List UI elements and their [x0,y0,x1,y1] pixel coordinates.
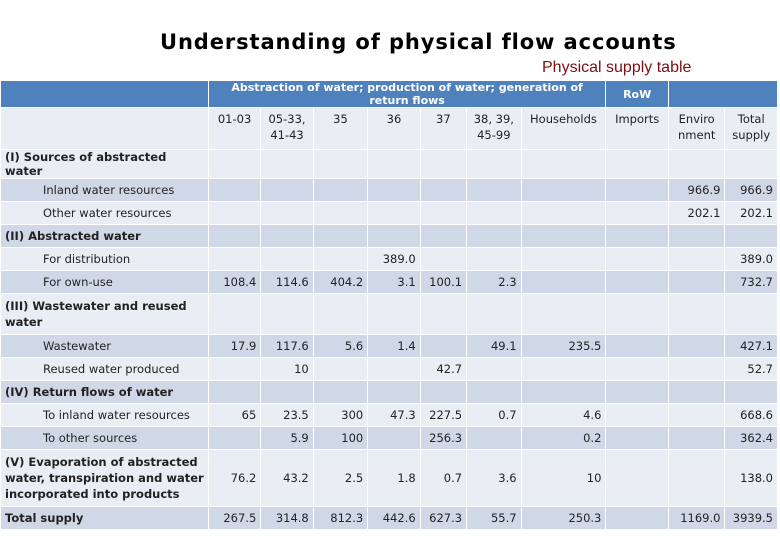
column-header: 38, 39, 45-99 [467,108,521,150]
table-cell: 362.4 [725,427,778,450]
table-row [1,271,778,294]
table-cell [606,427,669,450]
table-section-row [1,225,778,248]
table-cell [208,381,260,404]
column-header: Total supply [725,108,778,150]
table-cell [313,294,367,335]
table-cell: 2.5 [313,450,367,507]
table-row [1,404,778,427]
table-cell: 49.1 [467,335,521,358]
column-header: Imports [606,108,669,150]
table-cell: 100.1 [420,271,466,294]
table-cell: 267.5 [208,507,260,530]
table-cell: 65 [208,404,260,427]
table-cell [313,150,367,179]
table-cell: 55.7 [467,507,521,530]
physical-supply-table [0,80,778,530]
table-cell [261,294,313,335]
row-label: Inland water resources [1,179,209,202]
table-cell [467,248,521,271]
table-row [1,358,778,381]
table-cell: 47.3 [368,404,420,427]
table-cell [606,150,669,179]
column-header: 05-33, 41-43 [261,108,313,150]
table-cell: 1.4 [368,335,420,358]
table-cell [668,358,725,381]
table-cell [521,202,606,225]
table-cell: 10 [521,450,606,507]
table-cell [368,358,420,381]
table-cell [313,381,367,404]
table-cell [521,150,606,179]
table-cell [668,294,725,335]
table-cell [368,202,420,225]
table-cell [208,248,260,271]
header-blank-cell [668,81,777,108]
table-cell [606,404,669,427]
table-cell [668,427,725,450]
header-group-label: Abstraction of water; production of water; generation of return flows [208,81,606,108]
table-cell [313,225,367,248]
table-cell [467,358,521,381]
table-cell [606,179,669,202]
table-cell: 10 [261,358,313,381]
table-cell [467,202,521,225]
table-cell: 202.1 [725,202,778,225]
table-cell: 732.7 [725,271,778,294]
table-cell: 3.1 [368,271,420,294]
table-cell [668,450,725,507]
table-cell: 43.2 [261,450,313,507]
table-group-header [1,81,778,108]
table-row [1,335,778,358]
table-cell: 300 [313,404,367,427]
table-cell: 389.0 [368,248,420,271]
table-cell [467,427,521,450]
table-cell: 227.5 [420,404,466,427]
table-cell [467,381,521,404]
row-label: To inland water resources [1,404,209,427]
table-cell: 17.9 [208,335,260,358]
table-cell [521,381,606,404]
table-cell: 138.0 [725,450,778,507]
table-cell [668,335,725,358]
table-cell [606,248,669,271]
table-cell [606,335,669,358]
table-cell [606,294,669,335]
header-blank-cell [1,81,209,108]
row-label: (V) Evaporation of abstracted water, transpiration and water incorporated into products [1,450,209,507]
column-header: 35 [313,108,367,150]
table-cell: 52.7 [725,358,778,381]
table-cell [725,225,778,248]
table-cell [368,150,420,179]
table-cell: 250.3 [521,507,606,530]
column-header-row [1,108,778,150]
table-cell: 404.2 [313,271,367,294]
table-cell [467,225,521,248]
table-cell: 627.3 [420,507,466,530]
row-label: Total supply [1,507,209,530]
table-cell [208,294,260,335]
column-header: 36 [368,108,420,150]
table-cell: 256.3 [420,427,466,450]
table-cell: 0.2 [521,427,606,450]
table-cell [521,271,606,294]
table-cell [420,225,466,248]
table-cell: 5.9 [261,427,313,450]
row-label: (I) Sources of abstracted water [1,150,209,179]
table-cell [606,271,669,294]
table-cell [606,225,669,248]
table-cell [368,225,420,248]
table-cell [208,150,260,179]
table-cell: 1.8 [368,450,420,507]
table-cell [668,248,725,271]
table-cell: 0.7 [420,450,466,507]
column-header: 01-03 [208,108,260,150]
table-cell [606,202,669,225]
table-cell: 5.6 [313,335,367,358]
page-title: Understanding of physical flow accounts [160,30,677,54]
table-cell [420,202,466,225]
row-label: (IV) Return flows of water [1,381,209,404]
table-cell [521,294,606,335]
row-label: For distribution [1,248,209,271]
table-cell [261,179,313,202]
table-cell [725,150,778,179]
table-cell: 427.1 [725,335,778,358]
row-label: For own-use [1,271,209,294]
table-cell: 108.4 [208,271,260,294]
table-cell [467,179,521,202]
table-cell: 76.2 [208,450,260,507]
table-section-row [1,450,778,507]
header-row-label: RoW [606,81,669,108]
page-subtitle: Physical supply table [542,59,692,76]
table-section-row [1,507,778,530]
table-row [1,179,778,202]
table-cell [606,450,669,507]
table-cell [261,381,313,404]
table-cell [368,179,420,202]
table-cell [208,358,260,381]
table-cell [668,404,725,427]
table-cell [668,271,725,294]
table-cell: 114.6 [261,271,313,294]
table-section-row [1,381,778,404]
table-cell [313,202,367,225]
table-cell [208,427,260,450]
table-cell [420,381,466,404]
table-cell [368,381,420,404]
table-cell: 812.3 [313,507,367,530]
table-cell [725,381,778,404]
table-cell: 235.5 [521,335,606,358]
table-section-row [1,294,778,335]
table-cell [420,179,466,202]
column-header-blank [1,108,209,150]
table-cell: 0.7 [467,404,521,427]
column-header: 37 [420,108,466,150]
table-cell [420,150,466,179]
table-cell [467,150,521,179]
row-label: (III) Wastewater and reused water [1,294,209,335]
table-cell: 100 [313,427,367,450]
table-cell [420,294,466,335]
table-cell [420,335,466,358]
table-cell [313,248,367,271]
table-cell: 966.9 [725,179,778,202]
table-cell [313,179,367,202]
table-cell: 314.8 [261,507,313,530]
table-cell: 202.1 [668,202,725,225]
table-cell: 117.6 [261,335,313,358]
table-cell: 442.6 [368,507,420,530]
table-row [1,248,778,271]
table-cell [521,179,606,202]
table-cell: 3.6 [467,450,521,507]
table-cell [261,150,313,179]
table-section-row [1,150,778,179]
table-cell [208,179,260,202]
table-cell [208,225,260,248]
table-cell [261,225,313,248]
table-cell [467,294,521,335]
table-cell [668,381,725,404]
row-label: To other sources [1,427,209,450]
table-row [1,427,778,450]
row-label: Other water resources [1,202,209,225]
table-cell: 4.6 [521,404,606,427]
table-cell [606,358,669,381]
table-cell [668,150,725,179]
table-cell [606,507,669,530]
table-cell: 42.7 [420,358,466,381]
table-cell: 23.5 [261,404,313,427]
table-cell [668,225,725,248]
row-label: (II) Abstracted water [1,225,209,248]
table-cell: 3939.5 [725,507,778,530]
table-cell [368,294,420,335]
table-cell [261,248,313,271]
table-cell [521,225,606,248]
table-cell: 389.0 [725,248,778,271]
table-cell [606,381,669,404]
row-label: Reused water produced [1,358,209,381]
table-row [1,202,778,225]
table-cell [725,294,778,335]
table-cell [521,248,606,271]
table-cell [420,248,466,271]
column-header: Households [521,108,606,150]
table-cell: 1169.0 [668,507,725,530]
column-header: Enviro nment [668,108,725,150]
row-label: Wastewater [1,335,209,358]
table-cell [521,358,606,381]
table-cell [368,427,420,450]
table-cell [313,358,367,381]
table-cell [261,202,313,225]
table-cell: 966.9 [668,179,725,202]
table-cell: 668.6 [725,404,778,427]
table-cell: 2.3 [467,271,521,294]
table-cell [208,202,260,225]
